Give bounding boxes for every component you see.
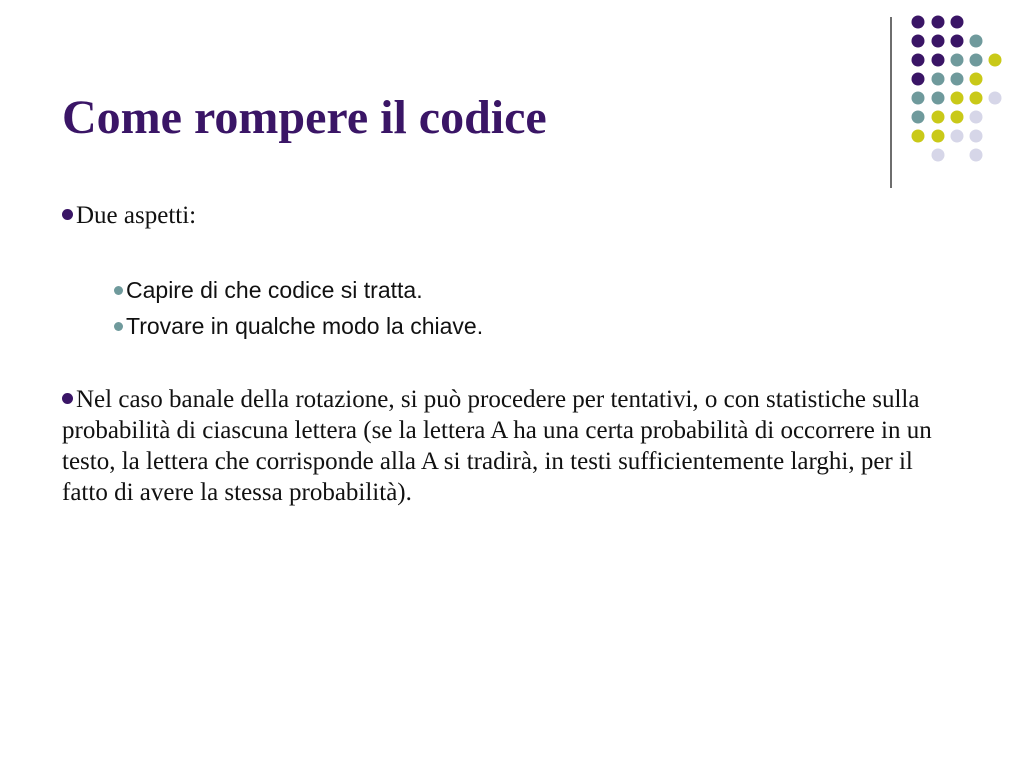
decorative-dot [951, 35, 964, 48]
decorative-dot [970, 92, 983, 105]
decorative-dot [912, 130, 925, 143]
decorative-dot [932, 16, 945, 29]
bullet-item-due-aspetti [62, 200, 196, 231]
sub-bullet-text: Trovare in qualche modo la chiave. [126, 313, 484, 339]
decorative-dot [932, 149, 945, 162]
decorative-dot [912, 92, 925, 105]
decorative-dot [932, 130, 945, 143]
decorative-dot [951, 92, 964, 105]
decorative-dot [912, 73, 925, 86]
bullet-item-nel-caso [62, 384, 962, 508]
decorative-dot [970, 73, 983, 86]
sub-bullet-item-trovare [114, 311, 483, 341]
decorative-dot [912, 111, 925, 124]
decorative-dot [932, 92, 945, 105]
sub-bullet-dot-icon [114, 286, 123, 295]
decorative-dot [932, 54, 945, 67]
decorative-dot [970, 54, 983, 67]
decorative-dot [989, 54, 1002, 67]
bullet-text: Due aspetti: [76, 202, 197, 229]
sub-bullet-item-capire [114, 275, 423, 305]
decorative-dot [951, 111, 964, 124]
decorative-dot [932, 73, 945, 86]
decorative-dot [970, 111, 983, 124]
slide-title: Come rompere il codice [62, 91, 547, 144]
decorative-dot [912, 35, 925, 48]
decorative-dot [951, 130, 964, 143]
decorative-dot [989, 92, 1002, 105]
decorative-dot [912, 16, 925, 29]
decorative-dot [970, 35, 983, 48]
sub-bullet-text: Capire di che codice si tratta. [126, 277, 423, 303]
sub-bullet-dot-icon [114, 322, 123, 331]
decorative-dot [951, 73, 964, 86]
decorative-dot [970, 149, 983, 162]
decorative-dot [970, 130, 983, 143]
decorative-dot [932, 111, 945, 124]
decorative-dot [951, 54, 964, 67]
bullet-dot-icon [62, 393, 73, 404]
bullet-text: Nel caso banale della rotazione, si può procedere per tentativi, o con statistiche sulla probabilità di ciascuna lettera (se la lettera A ha una certa probabilità di occorrere in un testo, la lettera che corrisponde alla A si tradirà, in testi sufficientemente larghi, per il fatto di avere la stessa probabilità). [62, 386, 932, 506]
decorative-dot [912, 54, 925, 67]
decorative-dot [932, 35, 945, 48]
decorative-dot [951, 16, 964, 29]
bullet-dot-icon [62, 209, 73, 220]
